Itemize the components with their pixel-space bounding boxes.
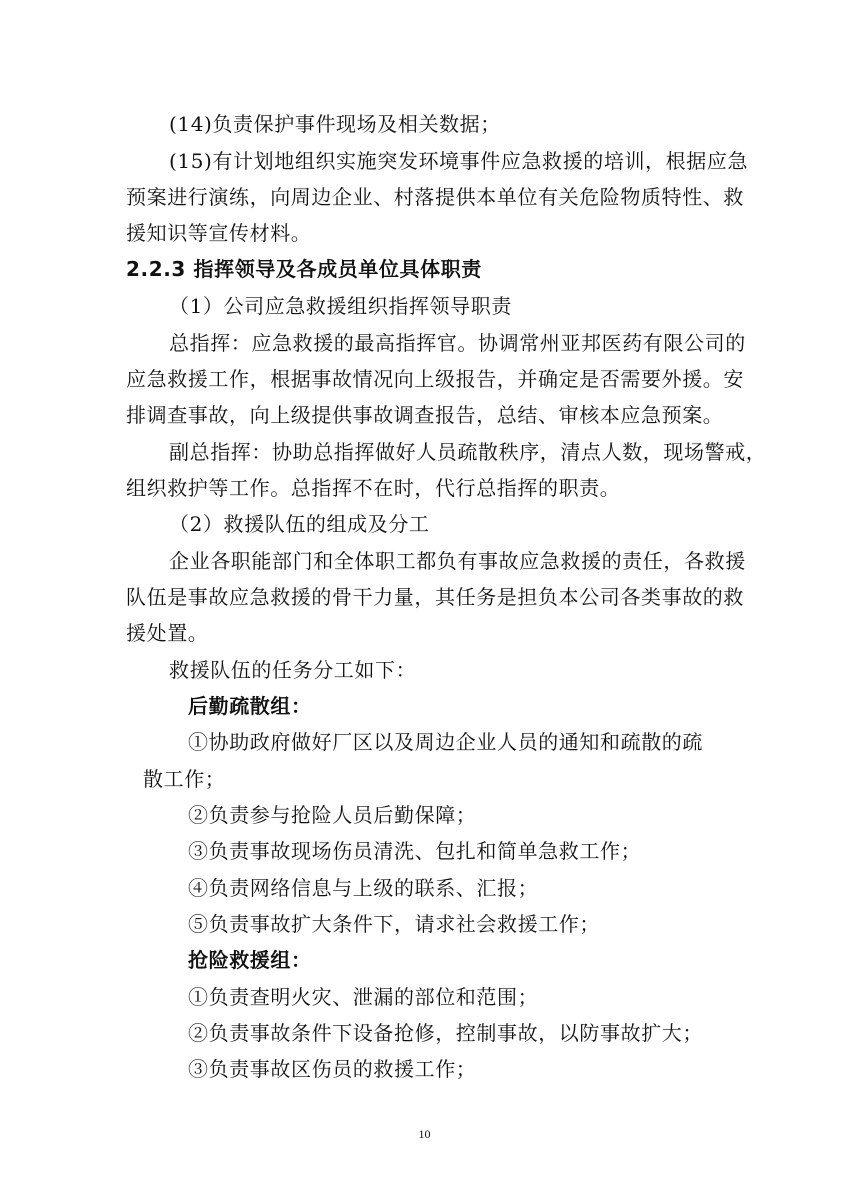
text-line: (15)有计划地组织实施突发环境事件应急救援的培训，根据应急 xyxy=(169,149,749,173)
list-item: ②负责参与抢险人员后勤保障； xyxy=(188,803,477,827)
text-line: (14)负责保护事件现场及相关数据； xyxy=(169,112,501,136)
list-item: ③负责事故区伤员的救援工作； xyxy=(188,1057,477,1081)
list-item-continuation: 散工作； xyxy=(143,767,226,791)
group-heading: 抢险救援组： xyxy=(188,948,312,972)
section-heading: 2.2.3 指挥领导及各成员单位具体职责 xyxy=(126,257,482,281)
list-item: ②负责事故条件下设备抢修，控制事故，以防事故扩大； xyxy=(188,1021,703,1045)
list-item: ④负责网络信息与上级的联系、汇报； xyxy=(188,876,539,900)
text-line: 援知识等宣传材料。 xyxy=(126,221,312,245)
text-line: 副总指挥：协助总指挥做好人员疏散秩序，清点人数，现场警戒， xyxy=(169,440,767,464)
list-item: ①协助政府做好厂区以及周边企业人员的通知和疏散的疏 xyxy=(188,730,703,754)
text-line: 应急救援工作，根据事故情况向上级报告，并确定是否需要外援。安 xyxy=(126,367,744,391)
text-line: 预案进行演练，向周边企业、村落提供本单位有关危险物质特性、救 xyxy=(126,185,744,209)
list-item: ⑤负责事故扩大条件下，请求社会救援工作； xyxy=(188,912,600,936)
page-number: 10 xyxy=(418,1127,431,1141)
text-line: 企业各职能部门和全体职工都负有事故应急救援的责任，各救援 xyxy=(169,549,746,573)
list-item: ①负责查明火灾、泄漏的部位和范围； xyxy=(188,985,539,1009)
text-line: 排调查事故，向上级提供事故调查报告，总结、审核本应急预案。 xyxy=(126,403,724,427)
list-item: ③负责事故现场伤员清洗、包扎和简单急救工作； xyxy=(188,839,642,863)
text-line: 救援队伍的任务分工如下： xyxy=(169,658,417,682)
text-line: 队伍是事故应急救援的骨干力量，其任务是担负本公司各类事故的救 xyxy=(126,585,744,609)
text-line: 总指挥：应急救援的最高指挥官。协调常州亚邦医药有限公司的 xyxy=(169,331,746,355)
subsection-title: （2）救援队伍的组成及分工 xyxy=(169,512,430,536)
group-heading: 后勤疏散组： xyxy=(188,694,312,718)
text-line: 援处置。 xyxy=(126,621,209,645)
text-line: 组织救护等工作。总指挥不在时，代行总指挥的职责。 xyxy=(126,476,621,500)
subsection-title: （1）公司应急救援组织指挥领导职责 xyxy=(169,294,512,318)
